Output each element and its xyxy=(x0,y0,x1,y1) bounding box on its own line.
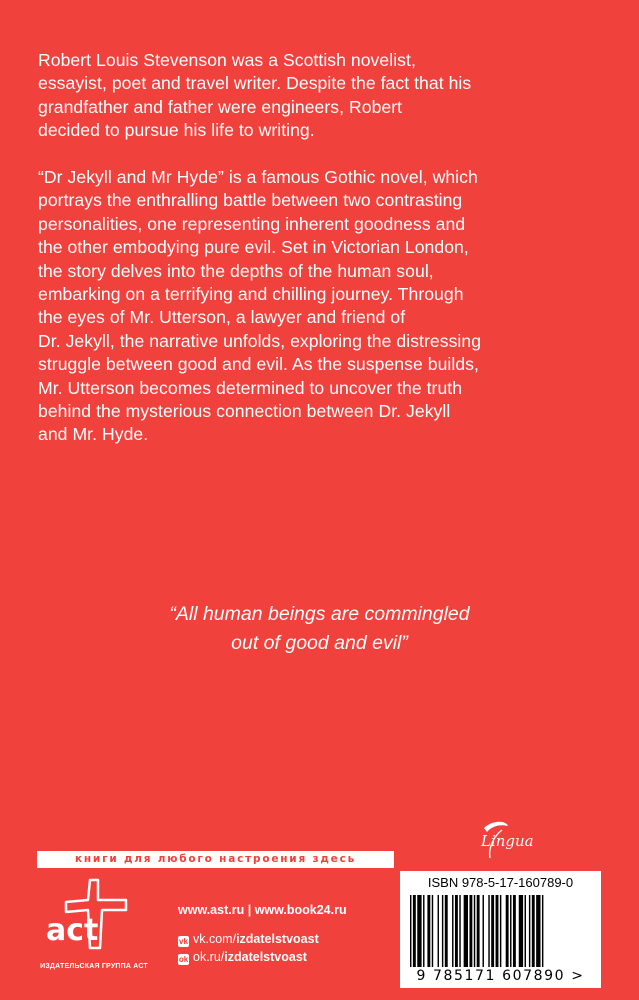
barcode-bar xyxy=(455,895,458,967)
barcode-bar xyxy=(477,895,480,967)
odnoklassniki-icon: ok xyxy=(178,955,189,964)
synopsis-line: “Dr Jekyll and Mr Hyde” is a famous Gothic novel, which xyxy=(38,167,478,187)
publisher-group-name: ИЗДАТЕЛЬСКАЯ ГРУППА АСТ xyxy=(40,963,148,970)
barcode-bar xyxy=(410,895,411,967)
pull-quote xyxy=(0,600,639,658)
barcode-bar xyxy=(427,895,430,967)
ast-logo-icon xyxy=(40,874,140,952)
barcode-bar xyxy=(474,895,475,967)
barcode-bar xyxy=(438,895,439,967)
barcode-bar xyxy=(423,895,424,967)
barcode-bar xyxy=(432,895,433,967)
barcode-bar xyxy=(532,895,535,967)
barcode-bar xyxy=(417,895,421,967)
synopsis-line: the other embodying pure evil. Set in Victorian London, xyxy=(38,237,469,258)
synopsis-line: Dr. Jekyll, the narrative unfolds, exploring the distressing xyxy=(38,330,482,351)
ok-prefix: ok.ru/ xyxy=(193,950,225,964)
barcode-bars xyxy=(408,895,593,967)
website-links xyxy=(178,903,347,917)
barcode-bar xyxy=(536,895,540,967)
lingua-imprint: Lingua xyxy=(481,832,534,850)
quote-line-1: “All human beings are commingled xyxy=(169,603,470,625)
isbn-number: ISBN 978-5-17-160789-0 xyxy=(427,875,574,890)
synopsis-line: the story delves into the depths of the human soul, xyxy=(38,260,434,281)
synopsis-line: personalities, one representing inherent goodness and xyxy=(38,213,466,234)
barcode-bar xyxy=(413,895,416,967)
barcode-bar xyxy=(510,895,511,967)
synopsis-line: Mr. Utterson becomes determined to uncover the truth xyxy=(38,377,463,398)
book24-website-link[interactable]: www.book24.ru xyxy=(254,903,347,917)
barcode-bar xyxy=(513,895,516,967)
synopsis-line: embarking on a terrifying and chilling journey. Through xyxy=(38,284,464,305)
barcode-bar xyxy=(506,895,509,967)
synopsis-line: behind the mysterious connection between Dr. Jekyll xyxy=(38,401,451,422)
isbn-barcode xyxy=(400,871,601,988)
barcode-bar xyxy=(483,895,484,967)
barcode-bar xyxy=(491,895,494,967)
ast-logo-text: act xyxy=(46,913,99,948)
vk-icon: vk xyxy=(179,937,188,946)
synopsis-line: portrays the enthralling battle between two contrasting xyxy=(38,190,463,211)
barcode-bar xyxy=(542,895,543,967)
barcode-bar xyxy=(442,895,443,967)
barcode-bar xyxy=(529,895,530,967)
barcode-bar xyxy=(469,895,472,967)
ok-link[interactable] xyxy=(178,950,307,965)
author-bio-line: Robert Louis Stevenson was a Scottish novelist, xyxy=(38,50,416,70)
tagline-banner: книги для любого настроения здесь xyxy=(37,851,394,868)
ast-website-link[interactable]: www.ast.ru xyxy=(178,903,245,917)
barcode-bar xyxy=(500,895,501,967)
barcode-bar xyxy=(452,895,453,967)
barcode-bar xyxy=(519,895,523,967)
barcode-bar xyxy=(464,895,468,967)
synopsis-line: the eyes of Mr. Utterson, a lawyer and friend of xyxy=(38,307,406,328)
synopsis-line: and Mr. Hyde. xyxy=(38,424,149,445)
author-bio-line: grandfather and father were engineers, Robert xyxy=(38,96,403,117)
vk-prefix: vk.com/ xyxy=(193,932,237,946)
author-bio-line: essayist, poet and travel writer. Despite the fact that his xyxy=(38,73,472,94)
barcode-bar xyxy=(459,895,460,967)
barcode-digits: 9 785171 607890 > xyxy=(416,968,585,984)
quote-line-2: out of good and evil” xyxy=(231,632,408,654)
link-separator: | xyxy=(247,903,252,917)
barcode-bar xyxy=(525,895,526,967)
author-bio xyxy=(38,49,608,143)
barcode-bar xyxy=(488,895,489,967)
vk-handle: izdatelstvoast xyxy=(236,932,319,946)
vk-link[interactable] xyxy=(178,932,319,947)
barcode-bar xyxy=(496,895,499,967)
author-bio-line: decided to pursue his life to writing. xyxy=(38,120,315,141)
ok-handle: izdatelstvoast xyxy=(224,950,307,964)
book-synopsis xyxy=(38,166,608,447)
barcode-bar xyxy=(445,895,448,967)
synopsis-line: struggle between good and evil. As the suspense builds, xyxy=(38,354,479,375)
